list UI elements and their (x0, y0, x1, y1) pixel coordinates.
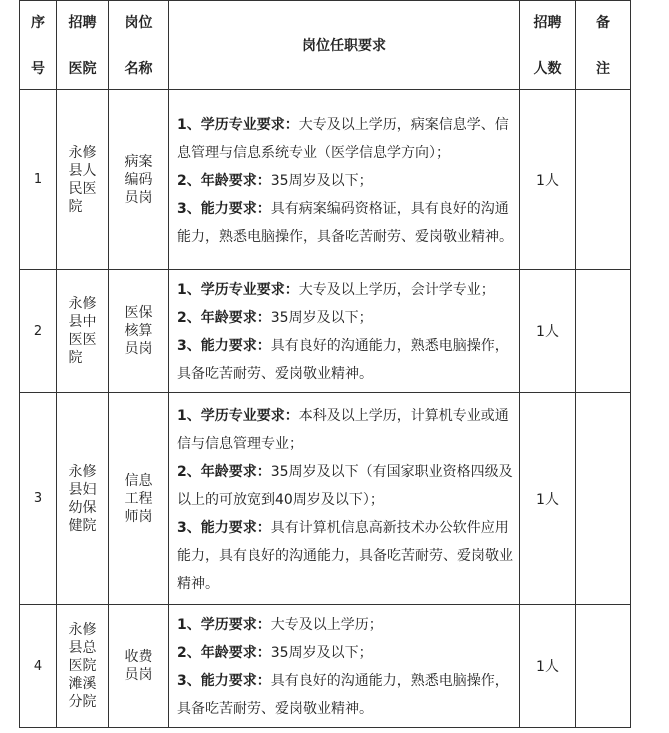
requirement-item (177, 667, 513, 723)
requirement-label: 3、能力要求： (177, 338, 271, 354)
requirement-label: 3、能力要求： (177, 200, 271, 217)
table-row (20, 605, 631, 728)
header-hospital-line1: 招聘 (68, 15, 97, 31)
row-seq: 3 (20, 393, 57, 605)
requirement-item (177, 195, 513, 251)
requirement-label: 2、年龄要求： (177, 645, 271, 661)
header-seq (20, 1, 57, 90)
requirement-label: 3、能力要求： (177, 519, 271, 536)
requirement-item (177, 167, 513, 195)
header-seq-line2: 号 (31, 61, 45, 77)
row-seq: 1 (20, 90, 57, 270)
requirement-text: 具有病案编码资格证，具有良好的沟通能力，熟悉电脑操作，具备吃苦耐劳、爱岗敬业精神。 (177, 200, 513, 245)
requirement-label: 2、年龄要求： (177, 310, 271, 326)
row-requirements (169, 270, 520, 393)
row-position (109, 605, 169, 728)
row-position-text: 信息工程师岗 (124, 472, 153, 525)
requirement-item (177, 276, 513, 304)
requirement-text: 35周岁及以下； (270, 645, 373, 661)
requirement-item (177, 304, 513, 332)
row-seq: 4 (20, 605, 57, 728)
row-remark (576, 90, 631, 270)
row-position (109, 393, 169, 605)
row-count: 1人 (520, 90, 576, 270)
requirement-item (177, 111, 513, 167)
row-position-text: 医保核算员岗 (124, 305, 153, 357)
row-hospital (57, 393, 109, 605)
header-position-line1: 岗位 (124, 15, 153, 31)
row-hospital-text: 永修县人民医院 (68, 144, 97, 215)
header-position (109, 1, 169, 90)
row-hospital-text: 永修县中医医院 (68, 296, 97, 366)
requirement-item (177, 402, 513, 458)
row-remark (576, 270, 631, 393)
row-count: 1人 (520, 270, 576, 393)
requirement-text: 大专及以上学历，病案信息学、信息管理与信息系统专业（医学信息学方向）； (177, 116, 509, 161)
requirement-label: 3、能力要求： (177, 673, 271, 689)
requirement-label: 2、年龄要求： (177, 463, 271, 480)
requirement-text: 具有良好的沟通能力，熟悉电脑操作，具备吃苦耐劳、爱岗敬业精神。 (177, 673, 509, 717)
row-requirements (169, 393, 520, 605)
requirement-text: 大专及以上学历； (270, 617, 383, 633)
requirement-label: 1、学历专业要求： (177, 282, 299, 298)
row-hospital (57, 90, 109, 270)
requirement-item (177, 639, 513, 667)
header-hospital-line2: 医院 (68, 61, 97, 77)
header-remark-line1: 备 (596, 15, 610, 31)
header-count-line2: 人数 (533, 61, 562, 77)
header-row (20, 1, 631, 90)
requirement-label: 2、年龄要求： (177, 172, 271, 189)
requirement-text: 具有良好的沟通能力，熟悉电脑操作，具备吃苦耐劳、爱岗敬业精神。 (177, 338, 509, 382)
row-count: 1人 (520, 605, 576, 728)
header-requirements: 岗位任职要求 (169, 1, 520, 90)
requirement-item (177, 514, 513, 598)
header-hospital (57, 1, 109, 90)
header-position-line2: 名称 (124, 61, 153, 77)
requirement-label: 1、学历专业要求： (177, 116, 299, 133)
recruitment-table (19, 0, 631, 728)
requirement-text: 本科及以上学历，计算机专业或通信与信息管理专业； (177, 407, 509, 452)
header-count (520, 1, 576, 90)
table-row (20, 270, 631, 393)
requirement-item (177, 458, 513, 514)
requirement-label: 1、学历专业要求： (177, 407, 299, 424)
requirement-text: 35周岁及以下（有国家职业资格四级及以上的可放宽到40周岁及以下）； (177, 463, 513, 508)
requirement-text: 35周岁及以下； (270, 310, 373, 326)
row-position (109, 270, 169, 393)
header-seq-line1: 序 (31, 15, 45, 31)
requirement-text: 35周岁及以下； (270, 172, 373, 189)
row-hospital (57, 270, 109, 393)
row-position (109, 90, 169, 270)
requirement-item (177, 611, 513, 639)
row-remark (576, 605, 631, 728)
table-row (20, 90, 631, 270)
requirement-text: 具有计算机信息高新技术办公软件应用能力，具有良好的沟通能力，具备吃苦耐劳、爱岗敬业精神。 (177, 519, 513, 592)
row-requirements (169, 90, 520, 270)
requirement-text: 大专及以上学历，会计学专业； (298, 282, 495, 298)
row-requirements (169, 605, 520, 728)
row-hospital (57, 605, 109, 728)
row-position-text: 病案编码员岗 (124, 153, 153, 206)
row-seq: 2 (20, 270, 57, 393)
requirement-item (177, 332, 513, 388)
row-hospital-text: 永修县总医院滩溪分院 (68, 622, 97, 710)
header-remark (576, 1, 631, 90)
row-position-text: 收费员岗 (124, 649, 153, 683)
table-row (20, 393, 631, 605)
row-count: 1人 (520, 393, 576, 605)
header-remark-line2: 注 (596, 61, 610, 77)
header-count-line1: 招聘 (533, 15, 562, 31)
requirement-label: 1、学历要求： (177, 617, 271, 633)
row-hospital-text: 永修县妇幼保健院 (68, 463, 97, 534)
row-remark (576, 393, 631, 605)
